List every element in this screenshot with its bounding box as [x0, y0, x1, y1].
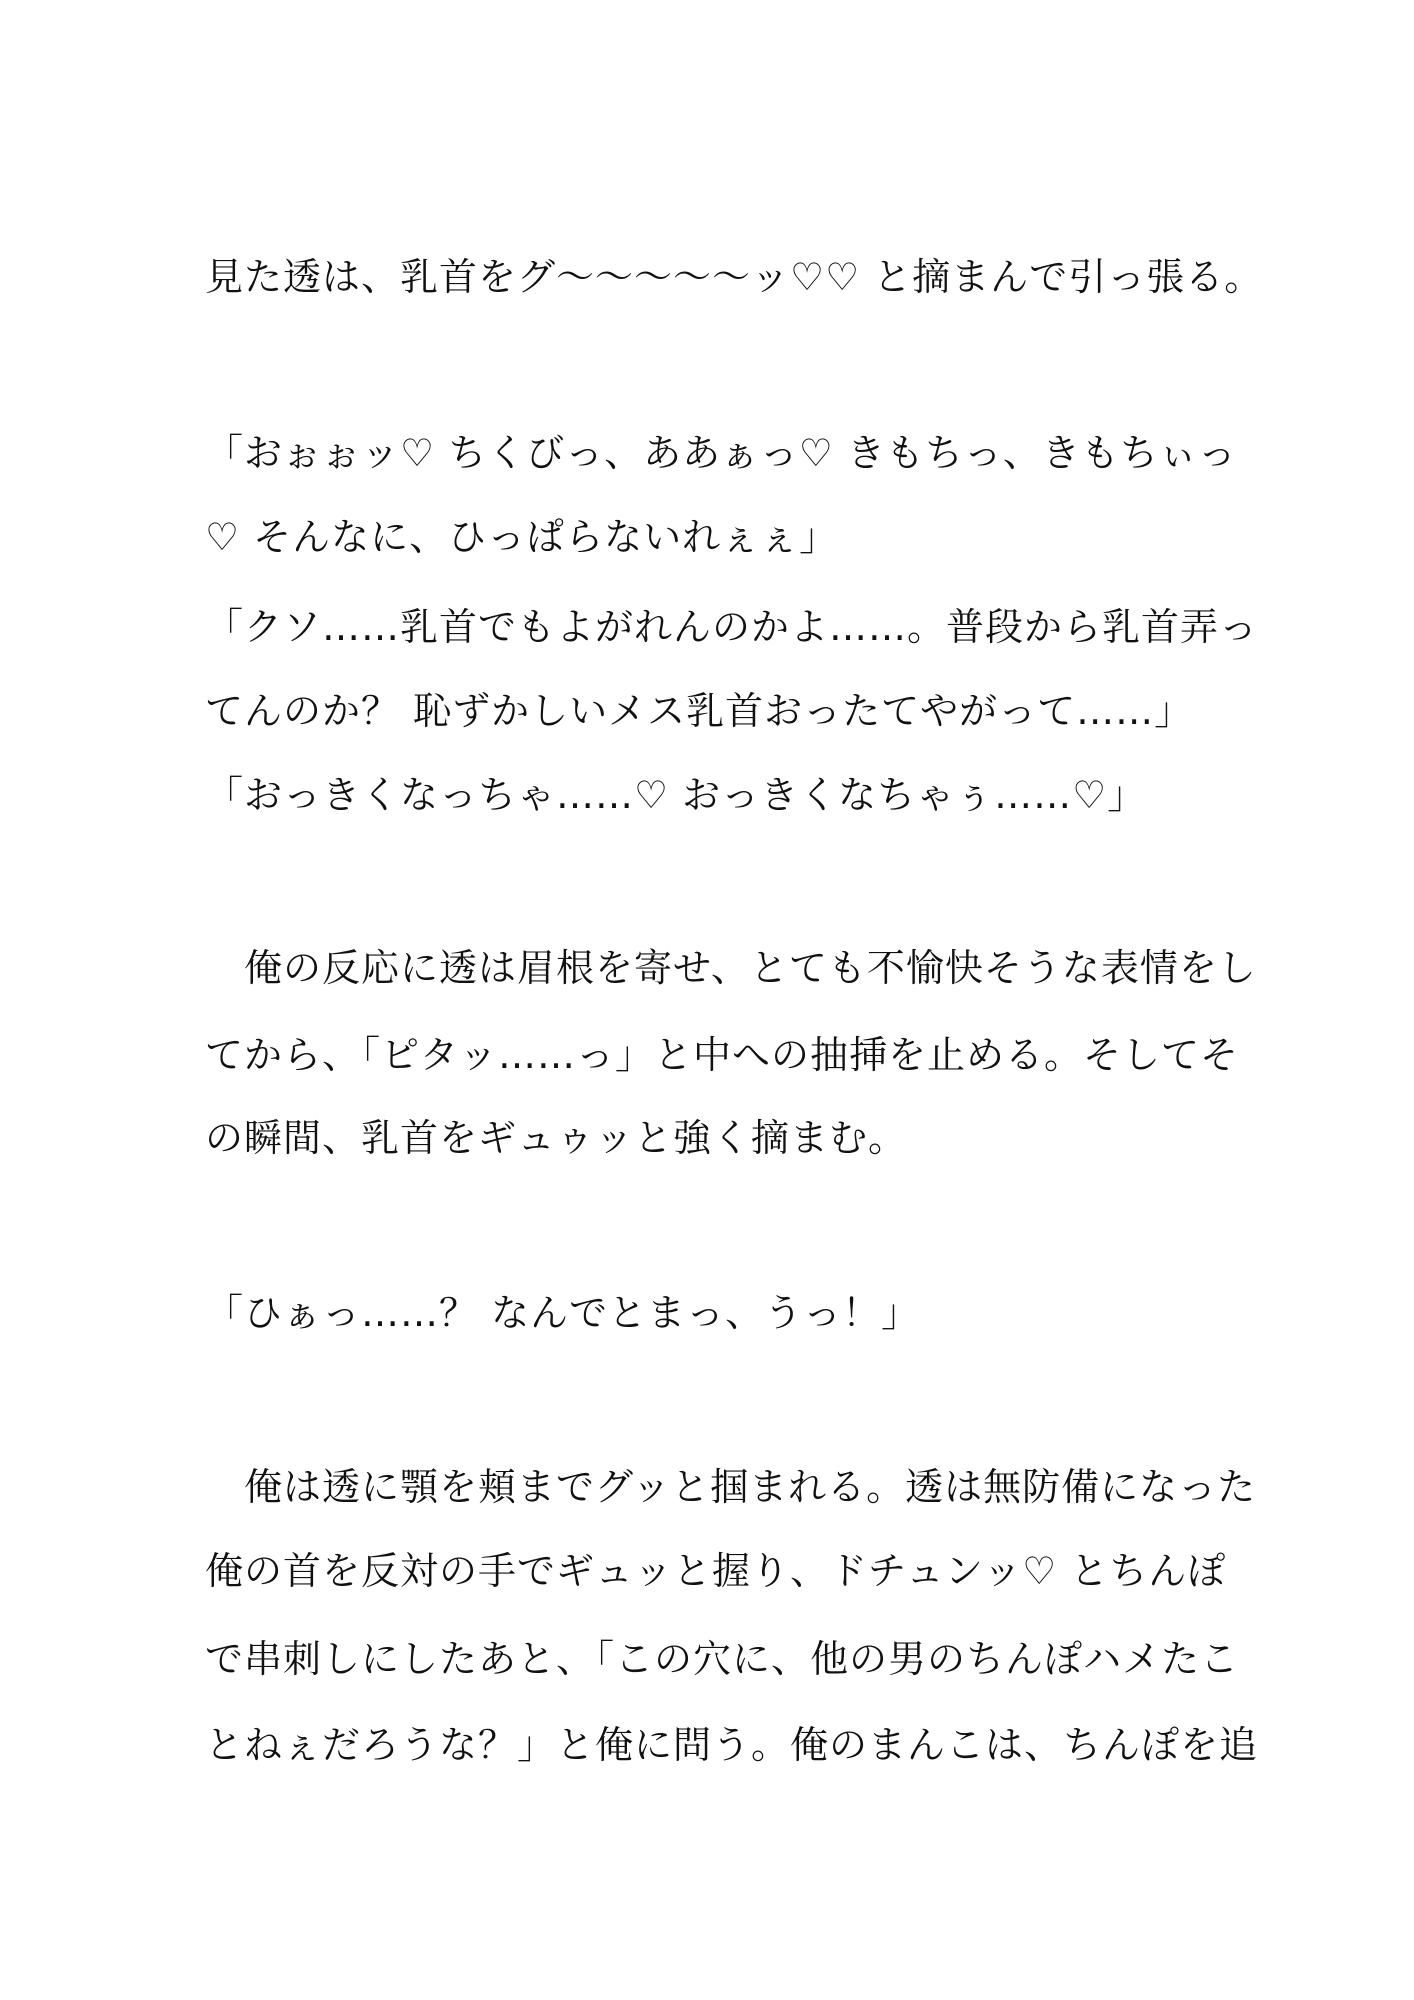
text-line: で串刺しにしたあと、「この穴に、他の男のちんぽハメたこ: [205, 1637, 1240, 1681]
text-line: 俺の首を反対の手でギュッと握り、ドチュンッ♡ とちんぽ: [205, 1549, 1227, 1593]
text-line: てから、「ピタッ……っ」と中への抽挿を止める。そしてそ: [205, 1033, 1240, 1077]
text-line: 俺の反応に透は眉根を寄せ、とても不愉快そうな表情をし: [205, 946, 1257, 990]
text-line: 「ひぁっ……？ なんでとまっ、うっ！」: [205, 1291, 921, 1335]
text-line: ♡ そんなに、ひっぱらないれぇぇ」: [205, 515, 839, 559]
text-line: とねぇだろうな？」と俺に問う。俺のまんこは、ちんぽを追: [205, 1723, 1259, 1767]
text-line: の瞬間、乳首をギュゥッと強く摘まむ。: [205, 1116, 908, 1160]
text-line: 見た透は、乳首をグ〜〜〜〜〜ッ♡♡ と摘まんで引っ張る。: [205, 255, 1264, 299]
text-line: 「おっきくなっちゃ……♡ おっきくなちゃぅ……♡」: [205, 773, 1147, 817]
text-line: 「クソ……乳首でもよがれんのかよ……。普段から乳首弄っ: [205, 605, 1259, 649]
text-line: 「おぉぉッ♡ ちくびっ、ああぁっ♡ きもちっ、きもちぃっ: [205, 431, 1237, 475]
text-line: 俺は透に顎を頬までグッと掴まれる。透は無防備になった: [205, 1465, 1257, 1509]
text-line: てんのか？ 恥ずかしいメス乳首おったてやがって……」: [205, 689, 1194, 733]
